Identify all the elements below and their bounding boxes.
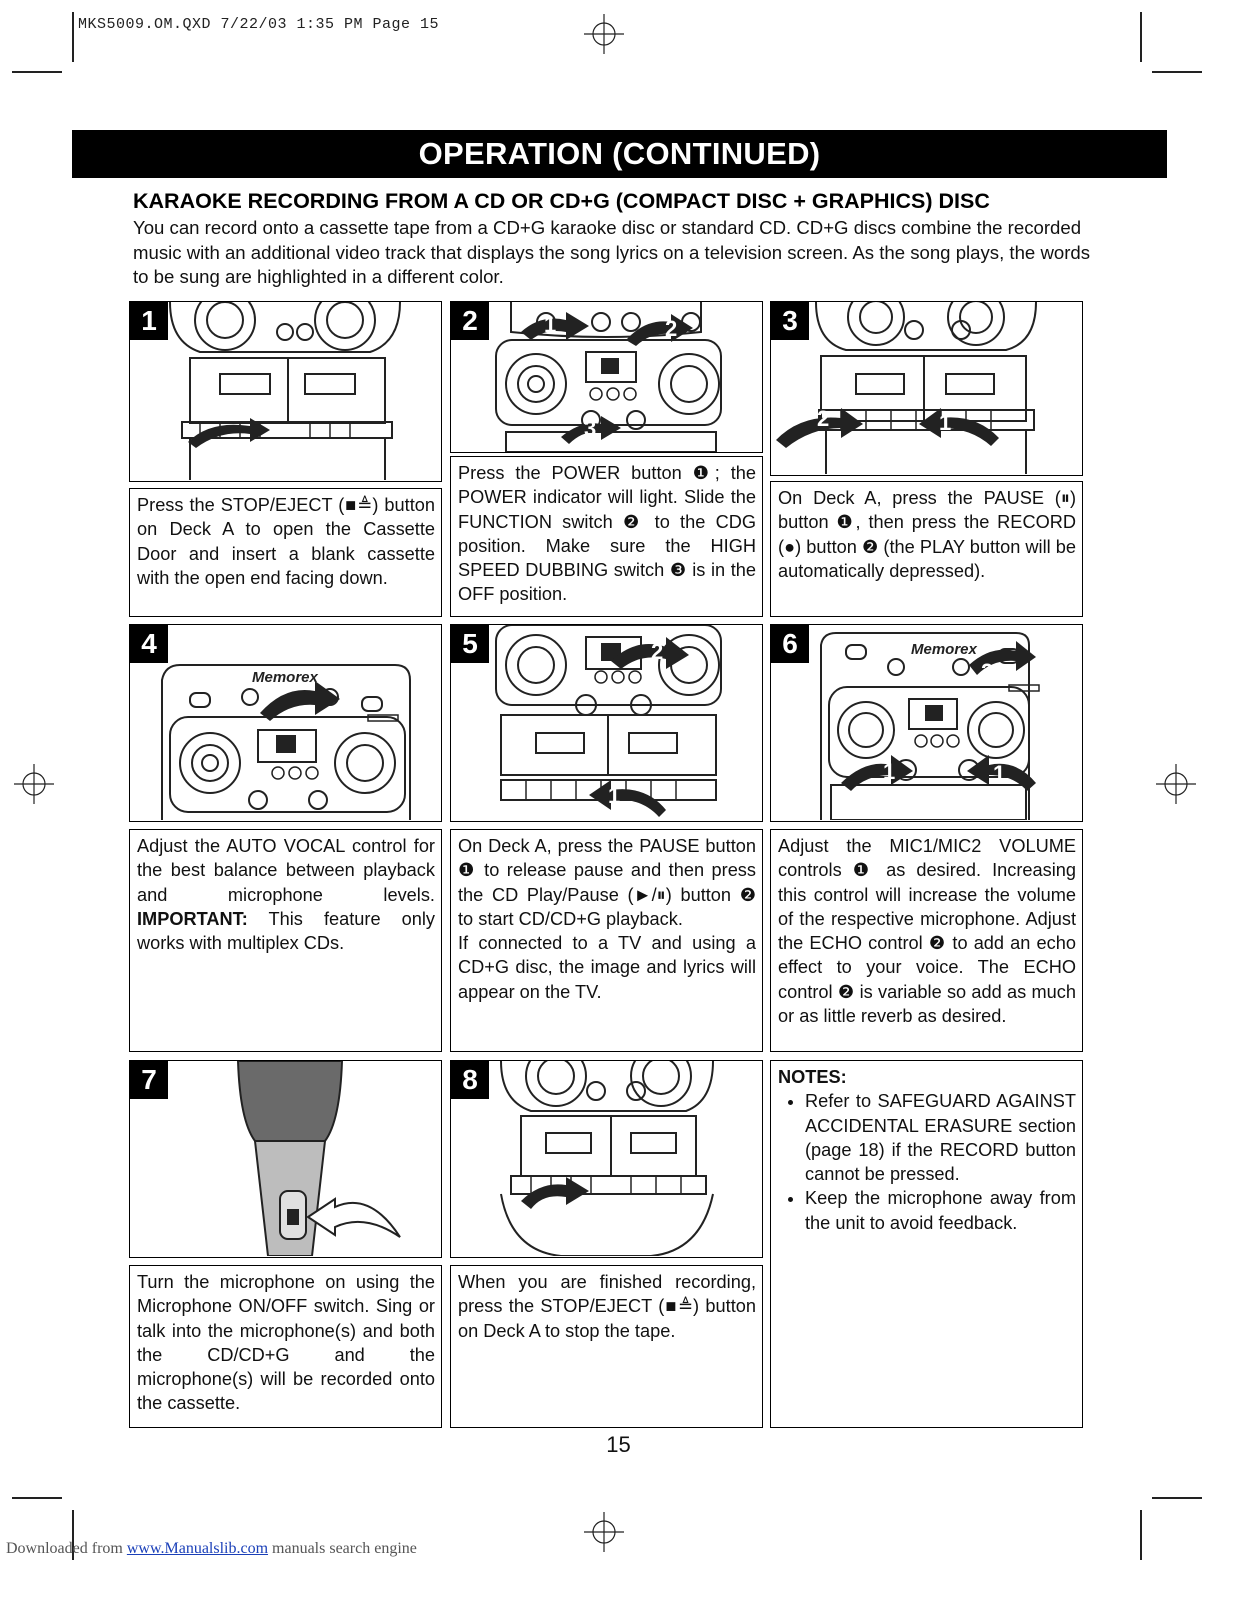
step-8-illustration bbox=[450, 1060, 763, 1258]
registration-mark-icon bbox=[14, 764, 54, 804]
step-6-illustration bbox=[770, 624, 1083, 822]
callout-label: 2 bbox=[981, 659, 994, 684]
step-number: 6 bbox=[771, 625, 809, 663]
step-number: 2 bbox=[451, 302, 489, 340]
notes-heading: NOTES: bbox=[778, 1067, 847, 1087]
karaoke-unit-icon bbox=[451, 625, 761, 820]
download-footer bbox=[6, 1540, 417, 1558]
step-8-text: When you are finished recording, press the STOP/EJECT (■≜) button on Deck A to stop the tape. bbox=[450, 1265, 763, 1428]
callout-label: 1 bbox=[939, 410, 952, 435]
callout-label: 2 bbox=[651, 639, 664, 664]
step-3-illustration bbox=[770, 301, 1083, 476]
step-number: 5 bbox=[451, 625, 489, 663]
step-1-text: Press the STOP/EJECT (■≜) button on Deck A to open the Cassette Door and insert a blank cassette with the open end facing down. bbox=[129, 488, 442, 617]
important-label: IMPORTANT: bbox=[137, 908, 248, 929]
crop-mark bbox=[12, 71, 62, 73]
step-2-text: Press the POWER button ❶; the POWER indicator will light. Slide the FUNCTION switch ❷ to the CDG position. Make sure the HIGH SPEED DUBBING switch ❸ is in the OFF position. bbox=[450, 456, 763, 617]
step-2-illustration bbox=[450, 301, 763, 453]
note-item: • Refer to SAFEGUARD AGAINST ACCIDENTAL ERASURE section (page 18) if the RECORD button cannot be pressed. bbox=[805, 1089, 1076, 1186]
karaoke-unit-icon bbox=[130, 625, 440, 820]
memorex-logo: Memorex bbox=[911, 641, 977, 658]
step-7-illustration bbox=[129, 1060, 442, 1258]
step-5-illustration bbox=[450, 624, 763, 822]
step-number: 8 bbox=[451, 1061, 489, 1099]
page-number: 15 bbox=[606, 1432, 631, 1457]
step-5-body-tv: If connected to a TV and using a CD+G disc, the image and lyrics will appear on the TV. bbox=[458, 933, 756, 1002]
step-4-text bbox=[129, 829, 442, 1052]
section-banner: OPERATION (CONTINUED) bbox=[72, 130, 1167, 178]
notes-panel bbox=[770, 1060, 1083, 1428]
intro-paragraph: You can record onto a cassette tape from a CD+G karaoke disc or standard CD. CD+G discs combine the recorded music with an additional video track that displays the song lyrics on a television screen. As the song plays, the words to be sung are highlighted in a different color. bbox=[133, 217, 1091, 287]
section-title: KARAOKE RECORDING FROM A CD OR CD+G (COMPACT DISC + GRAPHICS) DISC bbox=[133, 189, 990, 213]
callout-label: 2 bbox=[665, 316, 678, 341]
step-number: 7 bbox=[130, 1061, 168, 1099]
callout-label: 1 bbox=[993, 761, 1006, 786]
callout-label: 3 bbox=[584, 416, 597, 441]
karaoke-unit-icon bbox=[451, 302, 761, 452]
step-3-text: On Deck A, press the PAUSE (⏸) button ❶, then press the RECORD (●) button ❷ (the PLAY button will be automatically depressed). bbox=[770, 481, 1083, 617]
callout-label: 1 bbox=[544, 312, 557, 337]
step-number: 3 bbox=[771, 302, 809, 340]
step-number: 1 bbox=[130, 302, 168, 340]
crop-mark bbox=[1152, 71, 1202, 73]
crop-mark bbox=[1152, 1497, 1202, 1499]
crop-mark bbox=[1140, 1510, 1142, 1560]
crop-mark bbox=[12, 1497, 62, 1499]
print-slug: MKS5009.OM.QXD 7/22/03 1:35 PM Page 15 bbox=[78, 16, 440, 33]
karaoke-unit-icon bbox=[771, 302, 1081, 474]
important-text: This feature only works with multiplex CDs. bbox=[137, 908, 435, 954]
registration-mark-icon bbox=[584, 14, 624, 54]
callout-label: 1 bbox=[608, 783, 621, 808]
step-4-body: Adjust the AUTO VOCAL control for the best balance between playback and microphone levels. bbox=[137, 836, 435, 905]
manualslib-link[interactable]: www.Manualslib.com bbox=[126, 1540, 269, 1557]
notes-list bbox=[778, 1089, 1076, 1235]
registration-mark-icon bbox=[584, 1512, 624, 1552]
footer-suffix: manuals search engine bbox=[268, 1540, 417, 1557]
registration-mark-icon bbox=[1156, 764, 1196, 804]
step-7-text: Turn the microphone on using the Microphone ON/OFF switch. Sing or talk into the microphone(s) and both the CD/CD+G and the microphone(s) will be recorded onto the cassette. bbox=[129, 1265, 442, 1428]
step-5-text bbox=[450, 829, 763, 1052]
callout-label: 2 bbox=[817, 406, 830, 431]
crop-mark bbox=[72, 12, 74, 62]
note-item: • Keep the microphone away from the unit to avoid feedback. bbox=[805, 1186, 1076, 1235]
karaoke-unit-icon bbox=[451, 1061, 761, 1256]
step-number: 4 bbox=[130, 625, 168, 663]
step-5-body: On Deck A, press the PAUSE button ❶ to release pause and then press the CD Play/Pause (►/⏸) button ❷ to start CD/CD+G playback. bbox=[458, 836, 756, 929]
step-6-text: Adjust the MIC1/MIC2 VOLUME controls ❶ as desired. Increasing this control will increase the volume of the respective microphone. Adjust the ECHO control ❷ to add an echo effect to your voice. The ECHO control ❷ is variable so add as much or as little reverb as desired. bbox=[770, 829, 1083, 1052]
step-1-illustration bbox=[129, 301, 442, 482]
step-4-illustration bbox=[129, 624, 442, 822]
crop-mark bbox=[1140, 12, 1142, 62]
karaoke-unit-icon bbox=[130, 302, 440, 480]
memorex-logo: Memorex bbox=[252, 669, 318, 686]
microphone-icon bbox=[130, 1061, 440, 1256]
callout-label: 1 bbox=[883, 759, 896, 784]
footer-prefix: Downloaded from bbox=[6, 1540, 127, 1557]
